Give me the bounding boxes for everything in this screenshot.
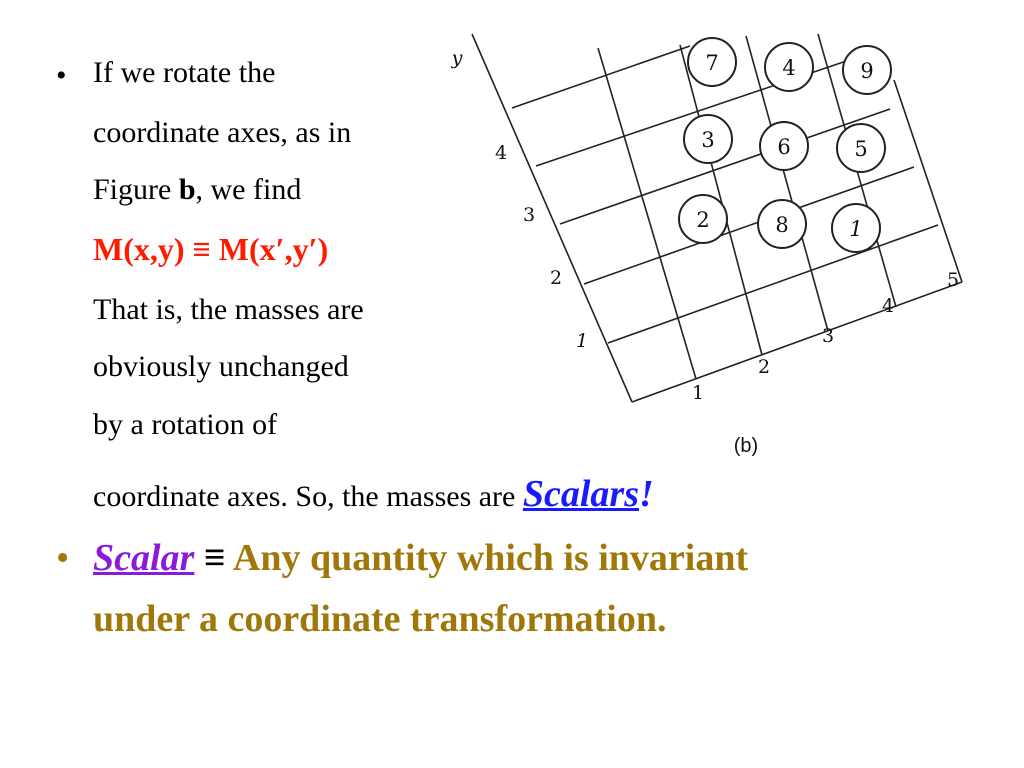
mass-label: 7 [705,51,719,75]
mass-label: 9 [860,59,874,83]
grid-line-v5 [894,80,962,282]
mass-label: 1 [849,217,863,241]
rotated-grid-figure [440,20,1000,460]
grid-line-h0 [632,282,962,402]
scalar-link[interactable]: Scalar [93,537,195,579]
text-line-5: That is, the masses are [93,293,364,326]
text-line-6: obviously unchanged [93,350,349,383]
grid-line-h5 [512,46,690,108]
text-line-7: by a rotation of [93,408,278,441]
y-tick-label: 4 [494,142,508,164]
grid-figure-svg [440,20,1000,460]
text-line-3 [93,173,301,207]
figure-ref-bold: b [178,173,196,206]
bullet-dot-1: • [56,59,67,92]
definition-line-2: under a coordinate transformation. [93,598,667,640]
x-tick-label: 2 [757,356,771,378]
scalars-bang: ! [639,473,654,515]
x-tick-label: 5 [946,269,960,291]
y-tick-label: 2 [549,267,563,289]
bullet-dot-2: • [56,537,70,579]
x-tick-label: 4 [881,295,895,317]
mass-label: 6 [777,135,791,159]
mass-label: 3 [701,128,715,152]
last-line-text: coordinate axes. So, the masses are [93,480,523,513]
y-axis-label: y [451,47,463,69]
scalars-link[interactable]: Scalars [522,473,639,515]
text-line-1: If we rotate the [93,56,276,89]
definition-line-1 [93,536,748,580]
text-line-8 [93,472,654,516]
mass-label: 5 [854,137,868,161]
figure-ref-post: , we find [195,173,302,206]
equiv-symbol: ≡ [194,537,233,579]
x-tick-label: 1 [691,382,705,404]
figure-caption: (b) [733,435,759,457]
equation: M(x,y) ≡ M(x′,y′) [93,231,329,267]
definition-text-1: Any quantity which is invariant [232,537,749,579]
y-tick-label: 1 [575,330,589,352]
text-line-2: coordinate axes, as in [93,116,352,149]
mass-label: 8 [775,213,789,237]
x-tick-label: 3 [821,325,835,347]
mass-label: 2 [696,208,710,232]
y-prime-axis [472,34,632,402]
figure-ref-pre: Figure [93,173,179,206]
mass-label: 4 [782,56,796,80]
y-tick-label: 3 [522,204,536,226]
